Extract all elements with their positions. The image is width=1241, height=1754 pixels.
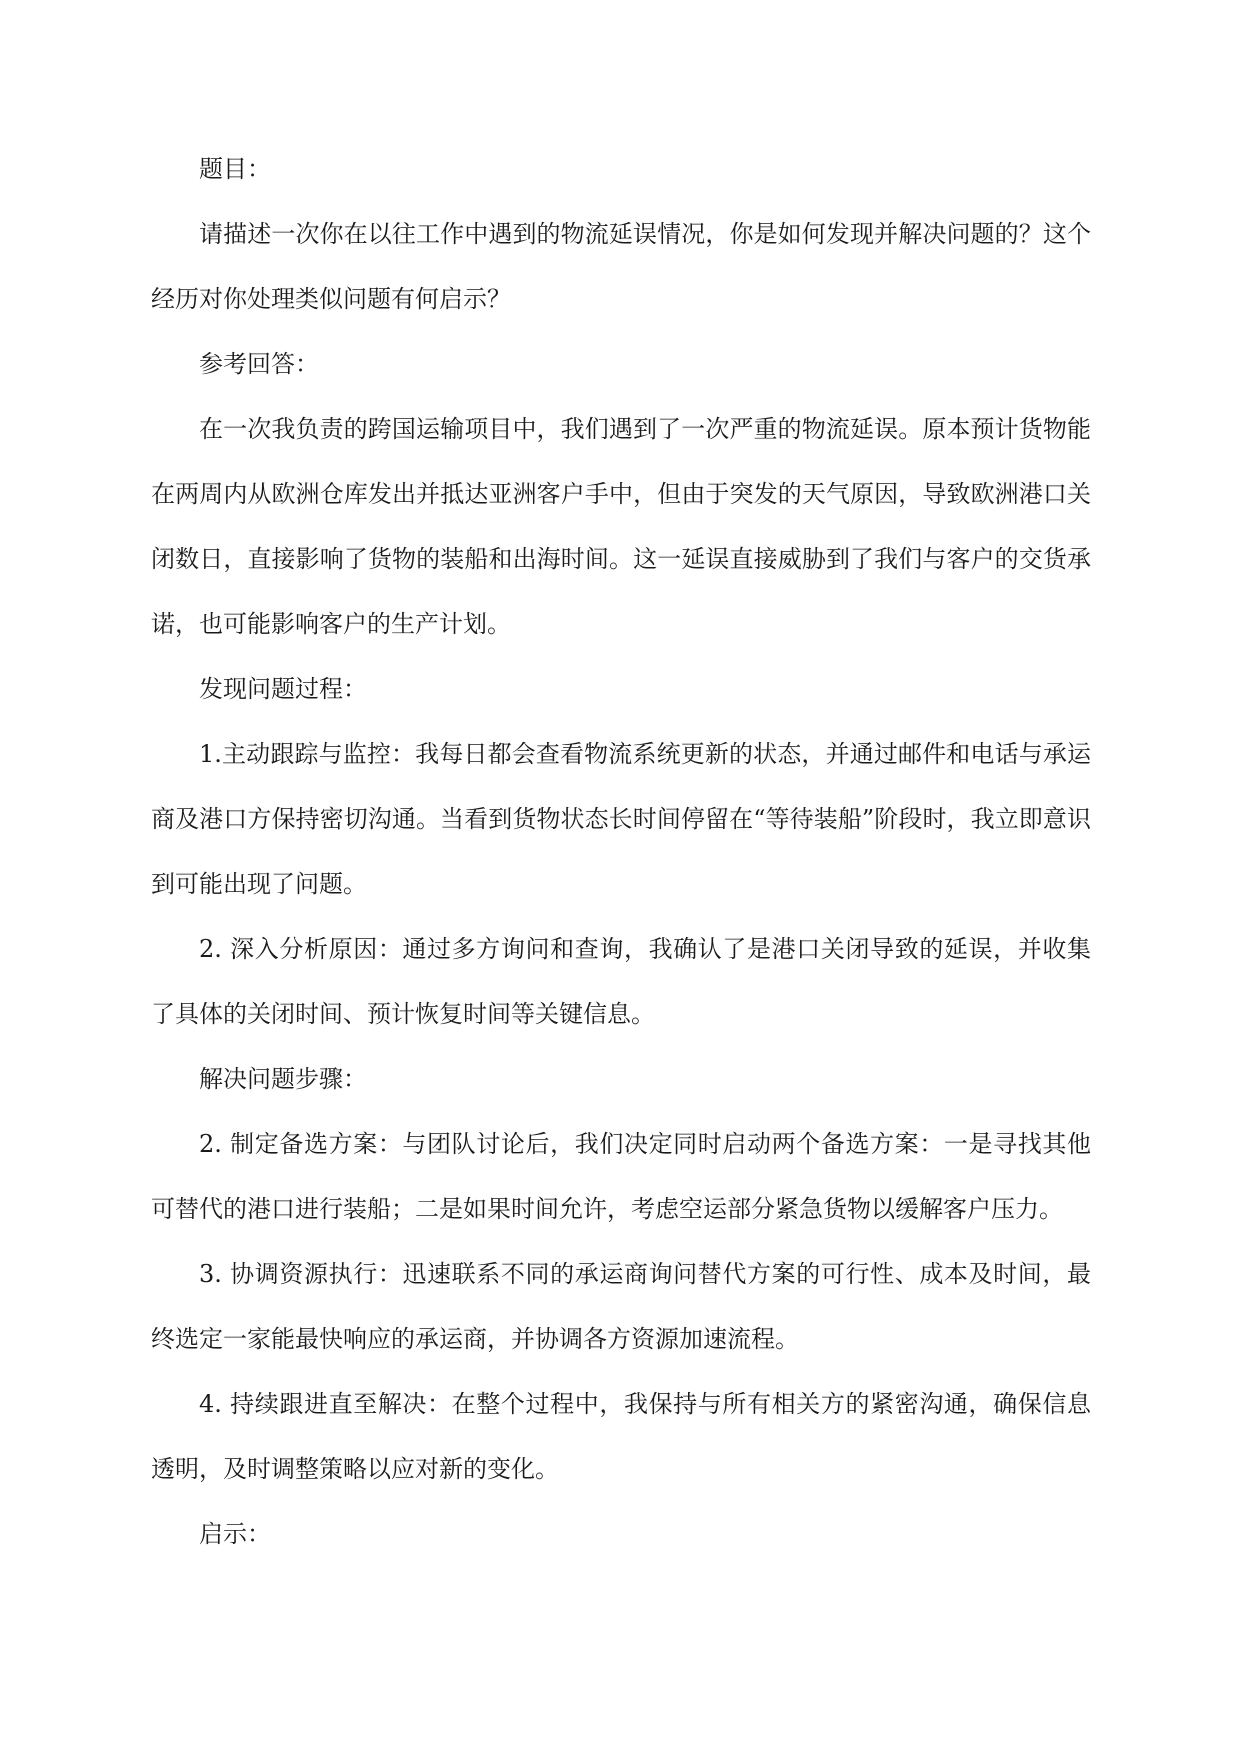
insight-heading: 启示： (199, 1520, 271, 1548)
discovery-heading: 发现问题过程： (199, 675, 367, 703)
discovery-step-1: 1.主动跟踪与监控：我每日都会查看物流系统更新的状态，并通过邮件和电话与承运商及港口方保持密切沟通。当看到货物状态长时间停留在“等待装船”阶段时，我立即意识到可能出现了问题。 (151, 740, 1091, 898)
question-heading: 题目： (199, 155, 271, 183)
solution-heading: 解决问题步骤： (199, 1065, 367, 1093)
discovery-step-2: 2. 深入分析原因：通过多方询问和查询，我确认了是港口关闭导致的延误，并收集了具体的关闭时间、预计恢复时间等关键信息。 (151, 935, 1091, 1028)
solution-step-3: 3. 协调资源执行：迅速联系不同的承运商询问替代方案的可行性、成本及时间，最终选定一家能最快响应的承运商，并协调各方资源加速流程。 (151, 1260, 1091, 1353)
solution-step-2: 2. 制定备选方案：与团队讨论后，我们决定同时启动两个备选方案：一是寻找其他可替代的港口进行装船；二是如果时间允许，考虑空运部分紧急货物以缓解客户压力。 (151, 1130, 1091, 1223)
document-body (151, 137, 1091, 1567)
solution-step-4: 4. 持续跟进直至解决：在整个过程中，我保持与所有相关方的紧密沟通，确保信息透明，及时调整策略以应对新的变化。 (151, 1390, 1091, 1483)
answer-intro-paragraph: 在一次我负责的跨国运输项目中，我们遇到了一次严重的物流延误。原本预计货物能在两周内从欧洲仓库发出并抵达亚洲客户手中，但由于突发的天气原因，导致欧洲港口关闭数日，直接影响了货物的装船和出海时间。这一延误直接威胁到了我们与客户的交货承诺，也可能影响客户的生产计划。 (151, 415, 1091, 638)
answer-heading: 参考回答： (199, 350, 319, 378)
question-text: 请描述一次你在以往工作中遇到的物流延误情况，你是如何发现并解决问题的？这个经历对你处理类似问题有何启示？ (151, 220, 1091, 313)
